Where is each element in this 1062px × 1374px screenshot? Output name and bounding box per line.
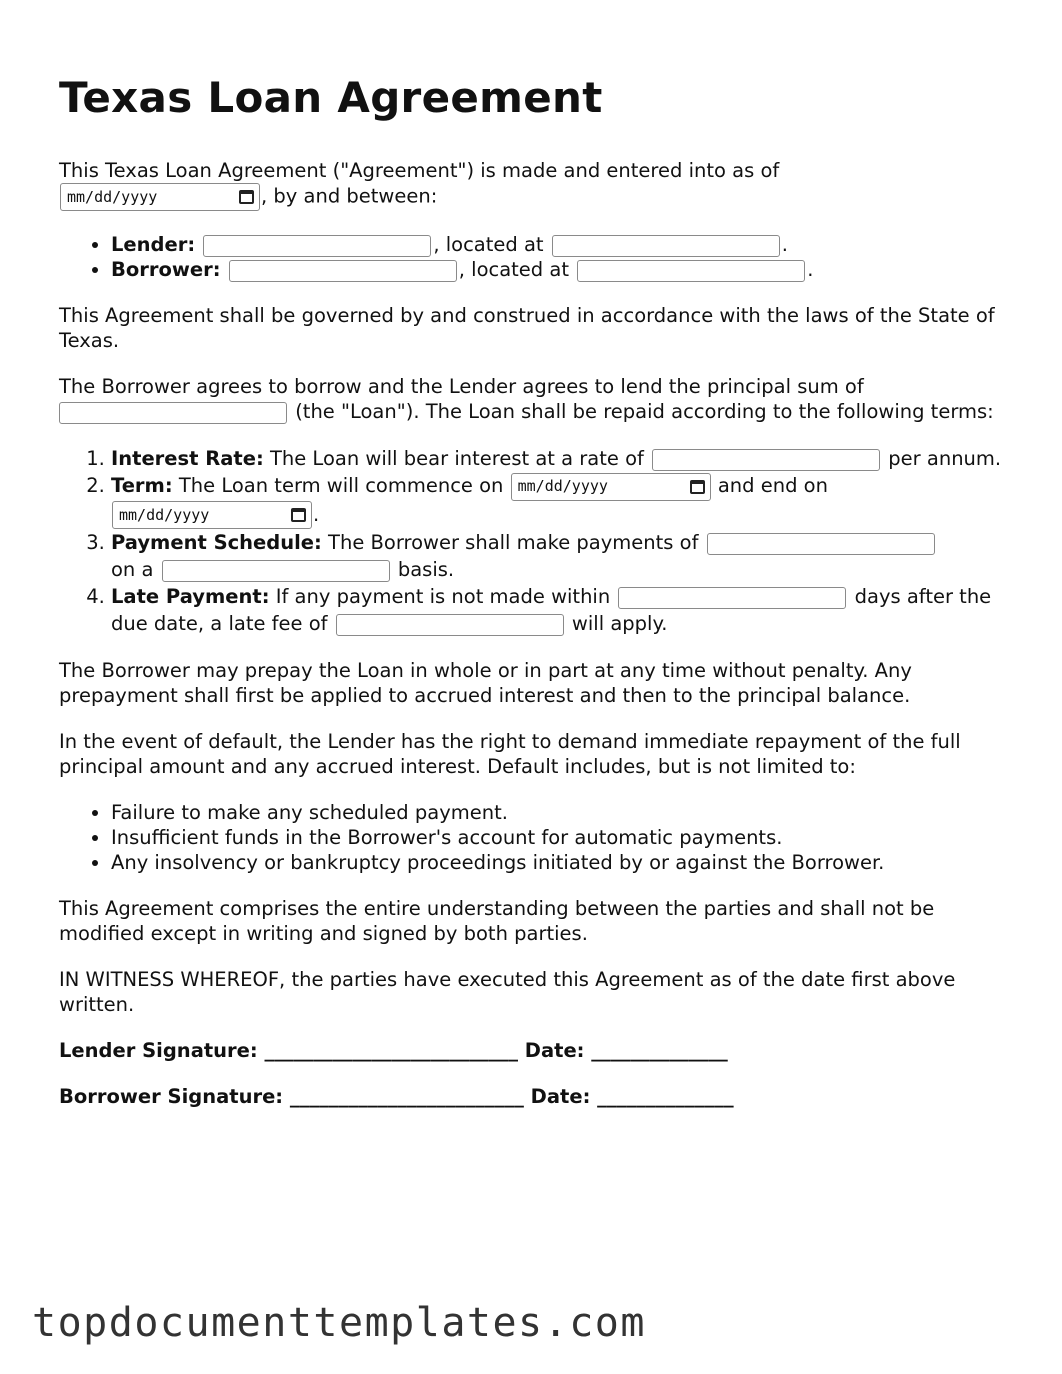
payment-frequency-input[interactable] [162, 560, 390, 582]
borrower-name-input[interactable] [229, 260, 457, 282]
late-mid: days after the due date, a late fee of [111, 585, 992, 635]
principal-amount-input[interactable] [59, 402, 287, 424]
terms-list [59, 445, 1009, 637]
list-item [111, 529, 1009, 583]
lender-label: Lender: [111, 233, 196, 256]
schedule-after: basis. [391, 558, 455, 581]
governing-paragraph: This Agreement shall be governed by and construed in accordance with the laws of the State of Texas. [59, 304, 995, 352]
lender-signature-line: Lender Signature: __________________________ Date: ______________ [59, 1039, 728, 1062]
watermark: topdocumenttemplates.com [32, 1300, 646, 1346]
list-item [111, 445, 1009, 472]
late-label: Late Payment: [111, 585, 270, 608]
interest-after: per annum. [882, 447, 1002, 470]
parties-list [59, 232, 1009, 282]
witness-paragraph: IN WITNESS WHEREOF, the parties have executed this Agreement as of the date first above written. [59, 968, 956, 1016]
late-days-input[interactable] [618, 587, 846, 609]
list-item [111, 583, 1009, 637]
period: . [781, 233, 788, 256]
principal-text: The Borrower agrees to borrow and the Lender agrees to lend the principal sum of [59, 375, 864, 398]
interest-rate-input[interactable] [652, 449, 880, 471]
list-item [111, 257, 1009, 282]
borrower-label: Borrower: [111, 258, 221, 281]
date-placeholder: mm/dd/yyyy [517, 477, 608, 495]
term-label: Term: [111, 474, 173, 497]
document [59, 68, 1009, 1130]
term-end-date-input[interactable] [112, 501, 312, 529]
date-placeholder: mm/dd/yyyy [119, 505, 210, 524]
term-start-date-input[interactable] [511, 473, 711, 501]
schedule-label: Payment Schedule: [111, 531, 322, 554]
borrower-address-input[interactable] [577, 260, 805, 282]
interest-text: The Loan will bear interest at a rate of [263, 447, 644, 470]
calendar-icon[interactable] [239, 190, 254, 204]
date-placeholder: mm/dd/yyyy [67, 187, 158, 206]
intro-text-after: , by and between: [261, 184, 438, 208]
schedule-mid: on a [111, 558, 154, 581]
late-fee-input[interactable] [336, 614, 564, 636]
default-list [59, 800, 1009, 875]
intro-paragraph [59, 158, 1009, 211]
list-item: • Any insolvency or bankruptcy proceedings initiated by or against the Borrower. [111, 850, 1009, 875]
list-item [111, 472, 1009, 529]
lender-name-input[interactable] [203, 235, 431, 257]
late-text: If any payment is not made within [269, 585, 611, 608]
entire-agreement-paragraph: This Agreement comprises the entire understanding between the parties and shall not be modified except in writing and signed by both parties. [59, 897, 935, 945]
payment-amount-input[interactable] [707, 533, 935, 555]
intro-text: This Texas Loan Agreement ("Agreement") is made and entered into as of [59, 159, 780, 182]
prepay-paragraph: The Borrower may prepay the Loan in whole or in part at any time without penalty. Any prepayment shall first be applied to accrued interest and then to the principal balance. [59, 659, 912, 707]
interest-label: Interest Rate: [111, 447, 264, 470]
page-title: Texas Loan Agreement [59, 73, 603, 122]
term-text: The Loan term will commence on [172, 474, 504, 497]
list-item [111, 232, 1009, 257]
calendar-icon[interactable] [291, 508, 306, 522]
lender-address-input[interactable] [552, 235, 780, 257]
schedule-text: The Borrower shall make payments of [321, 531, 699, 554]
default-paragraph: In the event of default, the Lender has the right to demand immediate repayment of the full principal amount and any accrued interest. Default includes, but is not limited to: [59, 730, 961, 778]
list-item: • Insufficient funds in the Borrower's account for automatic payments. [111, 825, 1009, 850]
period: . [807, 258, 814, 281]
list-item: • Failure to make any scheduled payment. [111, 800, 1009, 825]
term-mid: and end on [711, 474, 828, 497]
borrower-signature-line: Borrower Signature: ________________________ Date: ______________ [59, 1085, 734, 1108]
located-text: , located at [458, 258, 569, 281]
period: . [313, 502, 320, 526]
principal-text-after: (the "Loan"). The Loan shall be repaid according to the following terms: [289, 400, 994, 423]
late-after: will apply. [565, 612, 668, 635]
calendar-icon[interactable] [690, 480, 705, 494]
agreement-date-input[interactable] [60, 183, 260, 211]
principal-paragraph [59, 374, 1009, 424]
located-text: , located at [433, 233, 544, 256]
